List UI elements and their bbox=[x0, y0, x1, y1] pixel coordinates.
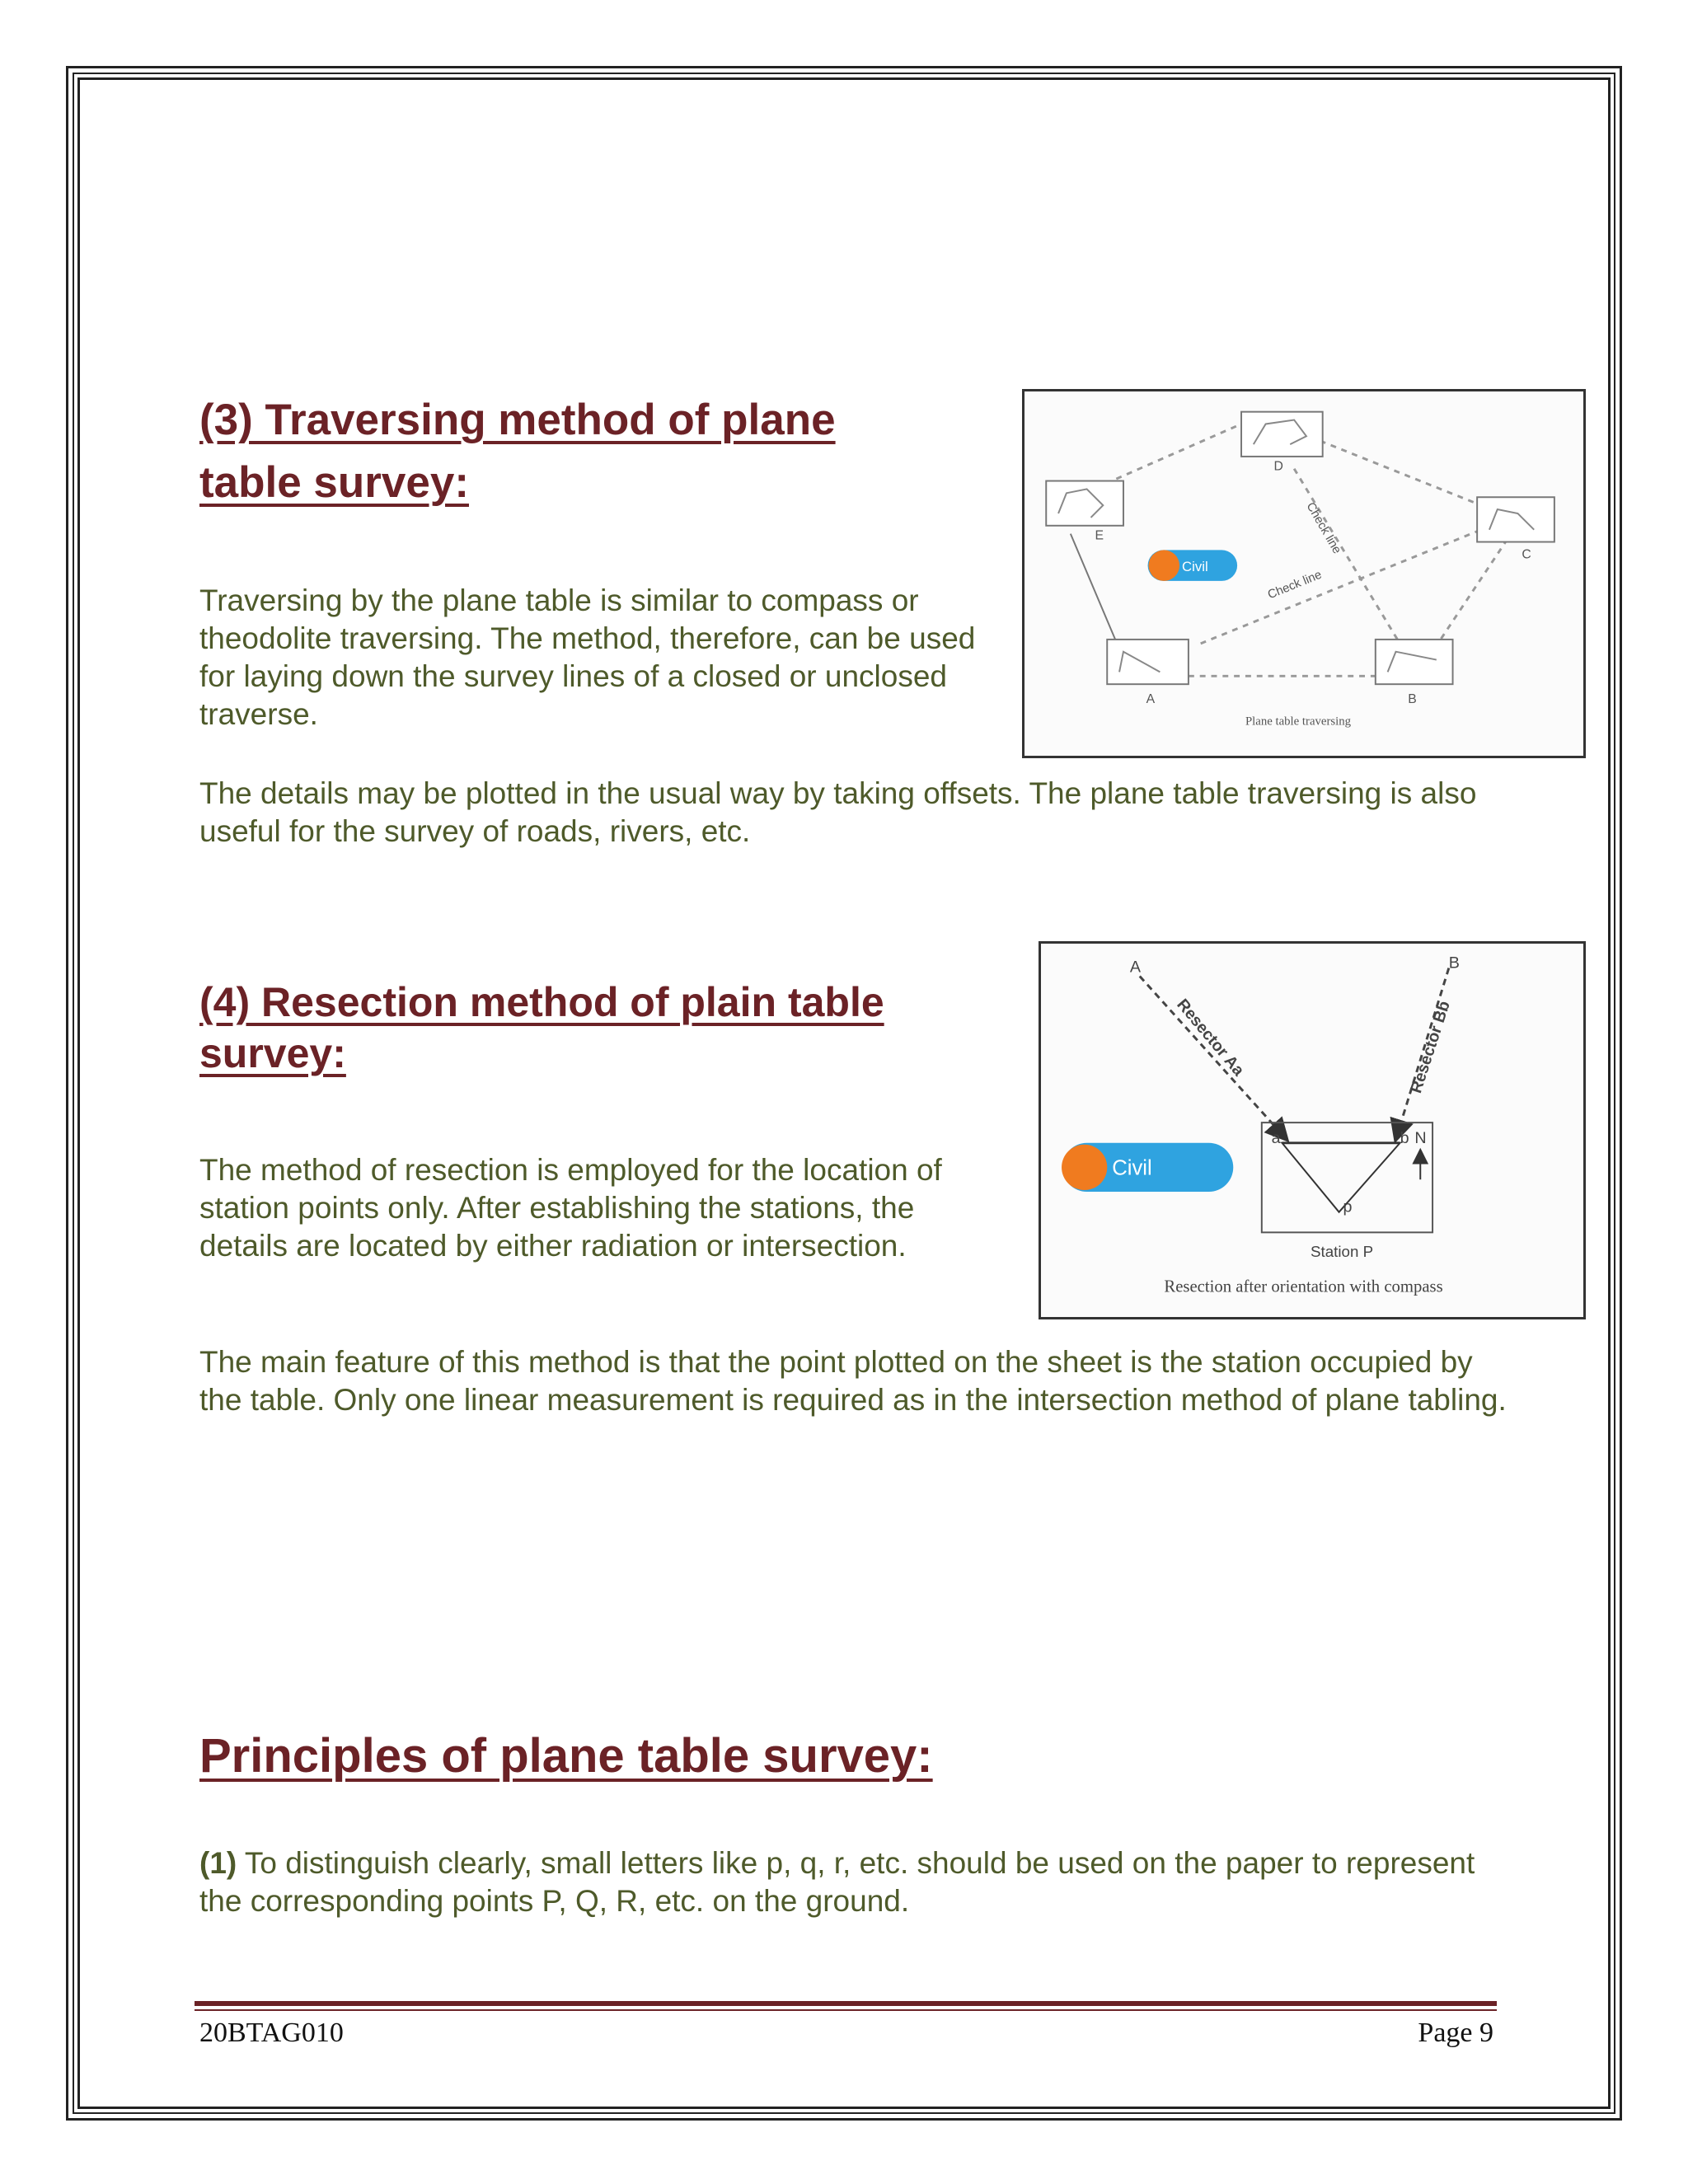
resection-paragraph-1: The method of resection is employed for the location of station points only. After establishing the stations, the details are located by either radiation or intersection. bbox=[199, 1153, 942, 1263]
resection-point-a: A bbox=[1129, 958, 1142, 977]
station-p-label: Station P bbox=[1311, 1242, 1374, 1260]
station-label-d: D bbox=[1273, 459, 1283, 474]
resector-aa-label: Resector Aa bbox=[1173, 996, 1248, 1080]
resection-diagram bbox=[1041, 944, 1583, 1317]
station-label-a: A bbox=[1146, 691, 1156, 706]
resection-figure bbox=[1039, 941, 1586, 1319]
watermark-logo-text: Civil bbox=[1182, 559, 1208, 575]
resection-paragraph-2: The main feature of this method is that the point plotted on the sheet is the station occupied by the table. Only one linear measurement is required as in the intersection method of plane tabling. bbox=[199, 1345, 1507, 1417]
watermark-logo-icon bbox=[1149, 550, 1179, 580]
plot-point-p: p bbox=[1343, 1197, 1353, 1216]
traversing-paragraph-2: The details may be plotted in the usual way by taking offsets. The plane table traversing is also useful for the survey of roads, rivers, etc. bbox=[199, 776, 1477, 848]
station-label-c: C bbox=[1522, 547, 1531, 562]
north-label: N bbox=[1414, 1128, 1427, 1147]
check-line-label-2: Check line bbox=[1303, 500, 1343, 556]
station-label-b: B bbox=[1408, 691, 1417, 706]
traversing-figure bbox=[1022, 389, 1586, 758]
traversing-paragraph-1: Traversing by the plane table is similar to compass or theodolite traversing. The method, therefore, can be used for laying down the survey lines of a closed or unclosed traverse. bbox=[199, 583, 976, 731]
resection-figure-caption: Resection after orientation with compass bbox=[1164, 1277, 1443, 1296]
principles-item-1 bbox=[199, 1844, 1518, 1920]
resection-heading bbox=[199, 977, 991, 1079]
resection-point-b: B bbox=[1448, 954, 1460, 972]
plot-point-b: b bbox=[1400, 1128, 1409, 1147]
principles-heading: Principles of plane table survey: bbox=[199, 1729, 933, 1783]
footer-rule-thin bbox=[195, 2009, 1497, 2011]
footer-rule bbox=[195, 2001, 1497, 2006]
principles-item-1-text: To distinguish clearly, small letters like p, q, r, etc. should be used on the paper to represent the corresponding points P, Q, R, etc. on the ground. bbox=[199, 1846, 1475, 1918]
watermark-logo-icon bbox=[1062, 1145, 1107, 1190]
plot-point-a: a bbox=[1271, 1128, 1281, 1147]
station-label-e: E bbox=[1095, 528, 1104, 543]
resection-heading-line2: survey: bbox=[199, 1030, 346, 1076]
resection-heading-line1: (4) Resection method of plain table bbox=[199, 979, 884, 1025]
traversing-heading-line2: table survey: bbox=[199, 458, 469, 507]
resector-bb-label: Resector Bb bbox=[1407, 998, 1454, 1096]
footer-document-id: 20BTAG010 bbox=[199, 2018, 344, 2048]
principles-item-1-number: (1) bbox=[199, 1846, 237, 1880]
traversing-heading bbox=[199, 389, 991, 514]
footer-page-number: Page 9 bbox=[1418, 2018, 1493, 2048]
watermark-logo-text: Civil bbox=[1112, 1156, 1152, 1180]
traversing-diagram bbox=[1025, 391, 1583, 756]
check-line-label-1: Check line bbox=[1266, 568, 1325, 602]
traversing-figure-caption: Plane table traversing bbox=[1245, 715, 1352, 729]
traversing-heading-line1: (3) Traversing method of plane bbox=[199, 396, 836, 444]
